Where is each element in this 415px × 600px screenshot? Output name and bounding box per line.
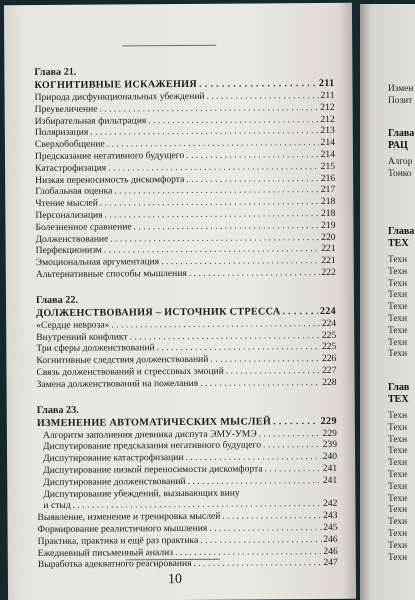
leader-dots <box>263 439 321 451</box>
leader-dots <box>273 415 319 428</box>
entry-title: Природа дисфункциональных убеждений <box>34 90 205 104</box>
entry-page: 218 <box>320 207 336 219</box>
entry-page: 221 <box>321 255 336 267</box>
chapter-number: Глава 22. <box>35 294 79 306</box>
leader-dots <box>222 510 321 522</box>
leader-dots <box>189 267 320 280</box>
entry-title: Диспутирование долженствований <box>43 475 186 488</box>
right-page-line-fragment: Техн <box>388 481 408 492</box>
right-page-heading-fragment: Глав <box>388 382 410 393</box>
right-page-heading-fragment: ТЕХ <box>388 394 409 405</box>
leader-dots <box>194 557 322 570</box>
entry-page: 229 <box>322 427 337 439</box>
chapter-page: 229 <box>320 415 337 427</box>
entry-title: Избирательная фильтрация <box>34 114 147 127</box>
entry-page: 225 <box>321 329 337 341</box>
chapter-number: Глава 23. <box>36 404 79 416</box>
right-page-line-fragment: Техн <box>388 266 408 277</box>
table-of-contents <box>34 65 338 585</box>
entry-title: Катастрофизация <box>35 162 107 174</box>
right-page-line-fragment: Техн <box>388 446 408 457</box>
entry-title: Практика, практика и ещё раз практика <box>37 534 199 547</box>
header-rule <box>122 45 216 47</box>
entry-page: 240 <box>322 451 338 463</box>
entry-page: 239 <box>322 439 338 451</box>
leader-dots <box>188 475 321 488</box>
right-page-line-fragment: Техн <box>388 469 408 480</box>
entry-page: 212 <box>320 113 335 125</box>
entry-title: Чтение мыслей <box>35 197 98 210</box>
entry-page: 216 <box>320 172 336 184</box>
leader-dots <box>175 546 321 559</box>
entry-page: 214 <box>320 137 335 149</box>
entry-list <box>37 427 338 571</box>
entry-title: Перфекционизм <box>35 244 102 257</box>
right-page-line-fragment: Техн <box>388 411 408 421</box>
right-page-line-fragment: Измен <box>388 84 414 94</box>
entry-page: 242 <box>322 498 338 510</box>
entry-title: Преувеличение <box>34 103 98 115</box>
entry-title: Поляризация <box>34 127 89 139</box>
entry-page: 241 <box>322 462 338 474</box>
entry-page: 211 <box>320 89 335 102</box>
leader-dots <box>259 428 321 440</box>
leader-dots <box>282 305 318 318</box>
right-page-block-3 <box>388 382 415 564</box>
leader-dots <box>200 377 320 390</box>
entry-title: Болезненное сравнение <box>35 221 132 233</box>
left-page <box>4 3 356 600</box>
right-page-heading-fragment: РАЦ <box>388 140 408 151</box>
right-page-line-fragment: Техн <box>388 540 408 551</box>
right-page-heading-fragment: ТЕХ <box>388 238 409 249</box>
entry-page: 246 <box>323 545 338 557</box>
right-page-block-1 <box>388 128 415 181</box>
entry-page: 215 <box>320 160 336 172</box>
entry-title: Альтернативные способы мышления <box>35 267 187 280</box>
right-page-line-fragment: Техн <box>388 434 408 445</box>
entry-list <box>35 90 336 281</box>
entry-title: Замена долженствований на пожелания <box>36 377 199 390</box>
entry-page: 213 <box>320 125 335 137</box>
right-page-line-fragment: Позит <box>388 95 413 106</box>
entry-title: Диспутирование катастрофизации <box>43 452 184 465</box>
right-page-line-fragment: Алгор <box>388 157 413 167</box>
right-page-heading-fragment: Глава <box>388 226 415 237</box>
right-page-line-fragment: Техн <box>388 505 408 516</box>
entry-page: 214 <box>320 148 336 160</box>
entry-page: 228 <box>322 376 337 388</box>
chapter-23 <box>37 402 338 571</box>
toc-entry <box>37 486 337 512</box>
chapter-number: Глава 21. <box>34 66 77 79</box>
entry-page: 218 <box>320 196 336 208</box>
entry-page: 227 <box>322 364 337 376</box>
right-page-line-fragment: Техн <box>388 255 408 265</box>
right-page-line-fragment: Техн <box>388 517 408 528</box>
right-page-line-fragment: Техн <box>388 552 408 563</box>
leader-dots <box>209 522 321 535</box>
entry-title: Когнитивные следствия долженствований <box>36 353 209 367</box>
entry-title: Низкая переносимость дискомфорта <box>35 173 185 186</box>
entry-title-continued: и стыд <box>43 500 71 512</box>
entry-title: Глобальная оценка <box>35 185 113 198</box>
right-page-line-fragment: Техн <box>388 349 408 360</box>
right-page-line-fragment: Техн <box>388 337 408 348</box>
entry-title: Диспутирование низкой переносимости дискомфорта <box>43 463 263 476</box>
entry-title: Три сферы долженствований <box>36 342 155 355</box>
chapter-title: КОГНИТИВНЫЕ ИСКАЖЕНИЯ <box>34 78 198 92</box>
entry-title: Персонализация <box>35 209 103 221</box>
toc-entry <box>38 557 338 571</box>
leader-dots <box>185 451 320 464</box>
entry-title: Эмоциональная аргументация <box>35 256 160 269</box>
chapter-21 <box>34 65 335 281</box>
entry-title: Выработка адекватного реагирования <box>37 558 192 571</box>
right-page-top-lines <box>388 84 415 108</box>
entry-page: 245 <box>323 521 338 533</box>
entry-title: Диспутирование убеждений, вызывающих вину <box>43 487 240 500</box>
chapter-title: ИЗМЕНЕНИЕ АВТОМАТИЧЕСКИХ МЫСЛЕЙ <box>36 415 272 429</box>
toc-entry <box>36 267 336 281</box>
entry-page: 224 <box>321 317 337 329</box>
right-page-block-2 <box>388 226 415 361</box>
entry-title: Формирование реалистичного мышления <box>37 522 208 535</box>
entry-title: Долженствование <box>35 233 109 245</box>
entry-page: 219 <box>321 219 336 231</box>
right-page-heading-fragment: Глава <box>388 128 415 139</box>
chapter-page: 224 <box>319 305 337 317</box>
entry-title: Диспутирование предсказания негативного будущего <box>42 439 262 453</box>
toc-entry <box>37 377 337 391</box>
entry-title: Предсказание негативного будущего <box>34 149 185 162</box>
entry-page: 226 <box>321 353 337 365</box>
entry-title: Алгоритм заполнения дневника диспута ЭМУ-УМЭ <box>42 427 257 441</box>
right-page-line-fragment: Техн <box>388 325 408 336</box>
page-number: 10 <box>167 571 182 588</box>
chapter-title: ДОЛЖЕНСТВОВАНИЯ – ИСТОЧНИК СТРЕССА <box>36 306 281 319</box>
leader-dots <box>265 463 321 475</box>
right-page-line-fragment: Техн <box>388 313 408 324</box>
right-page-line-fragment: Техн <box>388 278 408 289</box>
leader-dots <box>226 365 320 377</box>
toc-entry <box>37 475 337 489</box>
chapter-page: 211 <box>318 77 335 90</box>
entry-page: 247 <box>323 557 338 569</box>
entry-title: Выявление, изменение и тренировка мыслей <box>37 510 221 524</box>
entry-page: 212 <box>320 101 335 113</box>
entry-title: Связь долженствований и стрессовых эмоций <box>36 365 224 378</box>
right-page-line-fragment: Техн <box>388 422 408 433</box>
leader-dots <box>199 77 317 91</box>
right-page-line-fragment: Техн <box>388 458 408 469</box>
leader-dots <box>186 173 319 186</box>
entry-title: «Сердце невроза» <box>36 319 110 331</box>
entry-page: 217 <box>320 184 336 196</box>
entry-page: 225 <box>321 341 337 353</box>
leader-dots <box>200 534 321 547</box>
leader-dots <box>207 90 319 103</box>
entry-title: Внутренний конфликт <box>36 330 128 343</box>
entry-page: 221 <box>321 243 336 255</box>
right-page-line-fragment: Техн <box>388 302 408 313</box>
entry-page: 222 <box>321 266 336 278</box>
entry-list <box>36 318 336 391</box>
chapter-22 <box>36 293 337 391</box>
right-page-line-fragment: Техн <box>388 290 408 301</box>
entry-page: 220 <box>321 231 336 243</box>
right-page-line-fragment: Техн <box>388 528 408 539</box>
entry-page: 246 <box>323 533 338 545</box>
right-page-line-fragment: Тонко <box>388 168 412 179</box>
entry-page: 243 <box>323 510 338 522</box>
entry-title: Ежедневный письменный анализ <box>37 546 174 559</box>
entry-title: Сверхобобщение <box>34 138 105 151</box>
right-page-line-fragment: Техн <box>388 493 408 504</box>
entry-page: 241 <box>322 474 338 486</box>
leader-dots <box>210 353 320 366</box>
leader-dots <box>186 149 318 162</box>
